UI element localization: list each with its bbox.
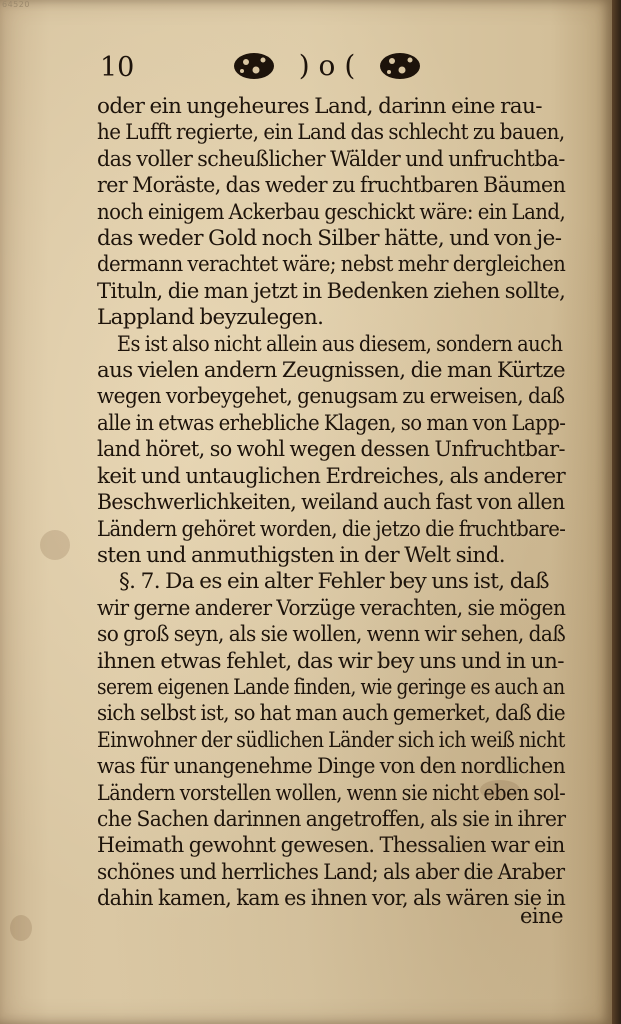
text-line: schönes und herrliches Land; als aber die Araber	[97, 859, 565, 885]
ornament-text: ) o (	[298, 49, 356, 82]
text-line: che Sachen darinnen angetroffen, als sie in ihrer	[97, 806, 566, 832]
page-header	[100, 48, 570, 88]
text-line: oder ein ungeheures Land, darinn eine rau-	[97, 94, 542, 119]
text-line: Ländern gehöret worden, die jetzo die fruchtbare-	[97, 516, 566, 542]
text-line: was für unangenehme Dinge von den nordlichen	[97, 754, 566, 780]
text-line: ihnen etwas fehlet, das wir bey uns und in un-	[97, 648, 564, 674]
page-edge	[612, 0, 621, 1024]
text-line: Es ist also nicht allein aus diesem, sondern auch	[116, 331, 563, 357]
text-line: §. 7. Da es ein alter Fehler bey uns ist, daß	[119, 569, 549, 595]
text-line: dahin kamen, kam es ihnen vor, als wären sie in	[97, 886, 566, 912]
text-line: Heimath gewohnt gewesen. Thessalien war ein	[97, 833, 565, 859]
text-line: das voller scheußlicher Wälder und unfruchtba-	[97, 146, 565, 172]
text-line: noch einigem Ackerbau geschickt wäre: ein Land,	[97, 199, 566, 225]
text-line: keit und untauglichen Erdreiches, als anderer	[97, 463, 566, 489]
body-text	[97, 94, 565, 913]
text-line: alle in etwas erhebliche Klagen, so man von Lapp-	[97, 410, 566, 436]
printer-ornament-icon	[232, 48, 422, 84]
paper-stain	[40, 530, 70, 560]
text-line: aus vielen andern Zeugnissen, die man Kürtze	[97, 358, 566, 384]
text-line: land höret, so wohl wegen dessen Unfruchtbar-	[97, 437, 565, 463]
text-line: serem eigenen Lande finden, wie geringe es auch an	[97, 674, 565, 700]
corner-mark: 64520	[2, 0, 30, 9]
text-line: wegen vorbeygehet, genugsam zu erweisen, daß	[97, 384, 565, 410]
text-line: das weder Gold noch Silber hätte, und von je-	[97, 226, 562, 252]
text-line: Ländern vorstellen wollen, wenn sie nicht eben sol-	[97, 780, 566, 806]
page-number: 10	[100, 52, 135, 83]
text-line: so groß seyn, als sie wollen, wenn wir sehen, daß	[97, 622, 566, 648]
text-line: rer Moräste, das weder zu fruchtbaren Bäumen	[97, 173, 566, 199]
text-line: Tituln, die man jetzt in Bedenken ziehen sollte,	[97, 278, 566, 304]
text-line: dermann verachtet wäre; nebst mehr dergleichen	[97, 252, 566, 278]
text-line: he Lufft regierte, ein Land das schlecht zu bauen,	[97, 120, 565, 146]
text-line: wir gerne anderer Vorzüge verachten, sie mögen	[97, 595, 566, 621]
text-line: Lappland beyzulegen.	[97, 305, 324, 331]
paper-stain	[10, 915, 32, 941]
text-line: Beschwerlichkeiten, weiland auch fast von allen	[97, 490, 565, 516]
text-line: Einwohner der südlichen Länder sich ich weiß nicht	[97, 727, 565, 753]
text-line: sich selbst ist, so hat man auch gemerket, daß die	[97, 701, 566, 727]
catchword: eine	[520, 904, 564, 928]
text-line: sten und anmuthigsten in der Welt sind.	[97, 542, 506, 568]
